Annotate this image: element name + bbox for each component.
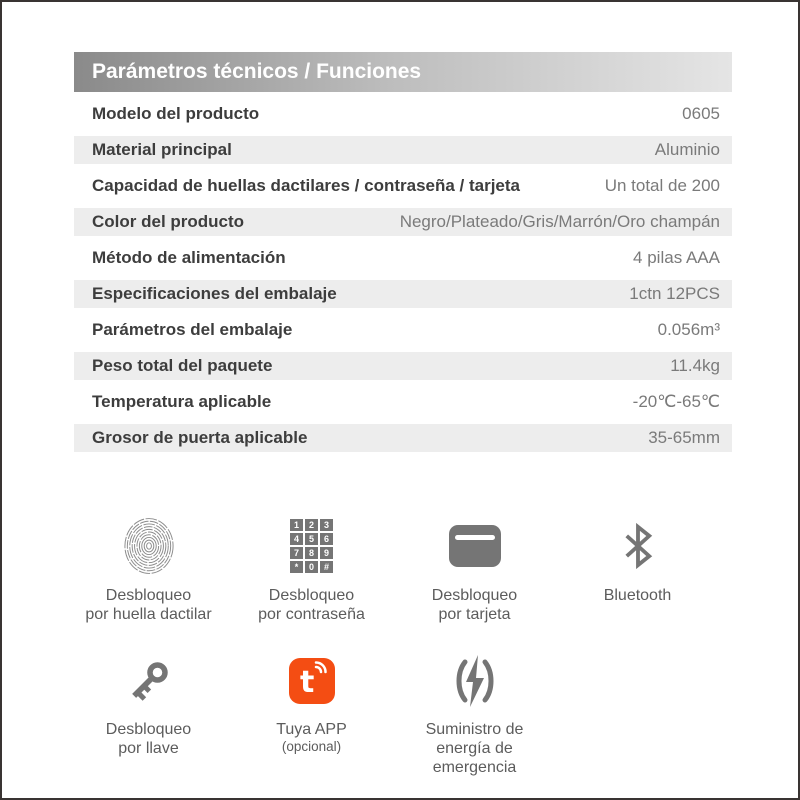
row-label: Temperatura aplicable — [92, 392, 272, 411]
row-value: 35-65mm — [648, 428, 720, 447]
row-value: 1ctn 12PCS — [629, 284, 720, 303]
bluetooth-icon — [620, 516, 656, 576]
row-label: Material principal — [92, 140, 232, 159]
spec-table-title: Parámetros técnicos / Funciones — [74, 52, 732, 92]
feature-label: Desbloqueo por tarjeta — [431, 587, 518, 624]
table-row — [74, 388, 732, 416]
row-value: 11.4kg — [670, 356, 720, 375]
row-value: Un total de 200 — [604, 176, 720, 195]
feature-empty-slot — [556, 652, 719, 778]
emergency-power-icon — [451, 652, 499, 710]
spec-table — [74, 52, 732, 452]
feature-label: Bluetooth — [603, 587, 672, 604]
row-value: Aluminio — [654, 140, 720, 159]
feature-card-unlock — [393, 516, 556, 624]
feature-fingerprint-unlock — [67, 516, 230, 624]
row-label: Grosor de puerta aplicable — [92, 428, 308, 447]
table-row — [74, 352, 732, 380]
table-row — [74, 424, 732, 452]
feature-grid-row1 — [67, 516, 719, 624]
feature-password-unlock — [230, 516, 393, 624]
feature-grid-row2 — [67, 652, 719, 778]
row-label: Peso total del paquete — [92, 356, 273, 375]
keypad-icon: 1 2 3 4 5 6 7 8 9 * 0 # — [290, 516, 333, 576]
feature-bluetooth — [556, 516, 719, 624]
table-row — [74, 136, 732, 164]
feature-label: Desbloqueo por llave — [105, 721, 192, 758]
feature-label: Tuya APP (opcional) — [276, 721, 347, 755]
table-row — [74, 100, 732, 128]
table-row — [74, 172, 732, 200]
row-label: Modelo del producto — [92, 104, 260, 123]
feature-tuya-app — [230, 652, 393, 778]
svg-text:t: t — [299, 665, 314, 700]
feature-label: Desbloqueo por huella dactilar — [85, 587, 212, 624]
feature-label: Suministro de energía de emergencia — [425, 721, 524, 777]
row-label: Capacidad de huellas dactilares / contraseña / tarjeta — [92, 176, 521, 195]
row-value: 0.056m³ — [657, 320, 720, 339]
table-row — [74, 280, 732, 308]
row-label: Color del producto — [92, 212, 245, 231]
card-icon — [449, 516, 501, 576]
row-value: 4 pilas AAA — [633, 248, 720, 267]
row-value: -20℃-65℃ — [632, 392, 720, 411]
tuya-app-icon — [289, 652, 335, 710]
fingerprint-icon — [123, 516, 175, 576]
row-value: Negro/Plateado/Gris/Marrón/Oro champán — [399, 212, 720, 231]
row-label: Método de alimentación — [92, 248, 286, 267]
feature-emergency-power — [393, 652, 556, 778]
table-row — [74, 316, 732, 344]
key-icon — [123, 652, 175, 710]
table-row — [74, 208, 732, 236]
row-value: 0605 — [682, 104, 720, 123]
row-label: Parámetros del embalaje — [92, 320, 293, 339]
feature-label: Desbloqueo por contraseña — [258, 587, 365, 624]
row-label: Especificaciones del embalaje — [92, 284, 337, 303]
feature-key-unlock — [67, 652, 230, 778]
table-row — [74, 244, 732, 272]
